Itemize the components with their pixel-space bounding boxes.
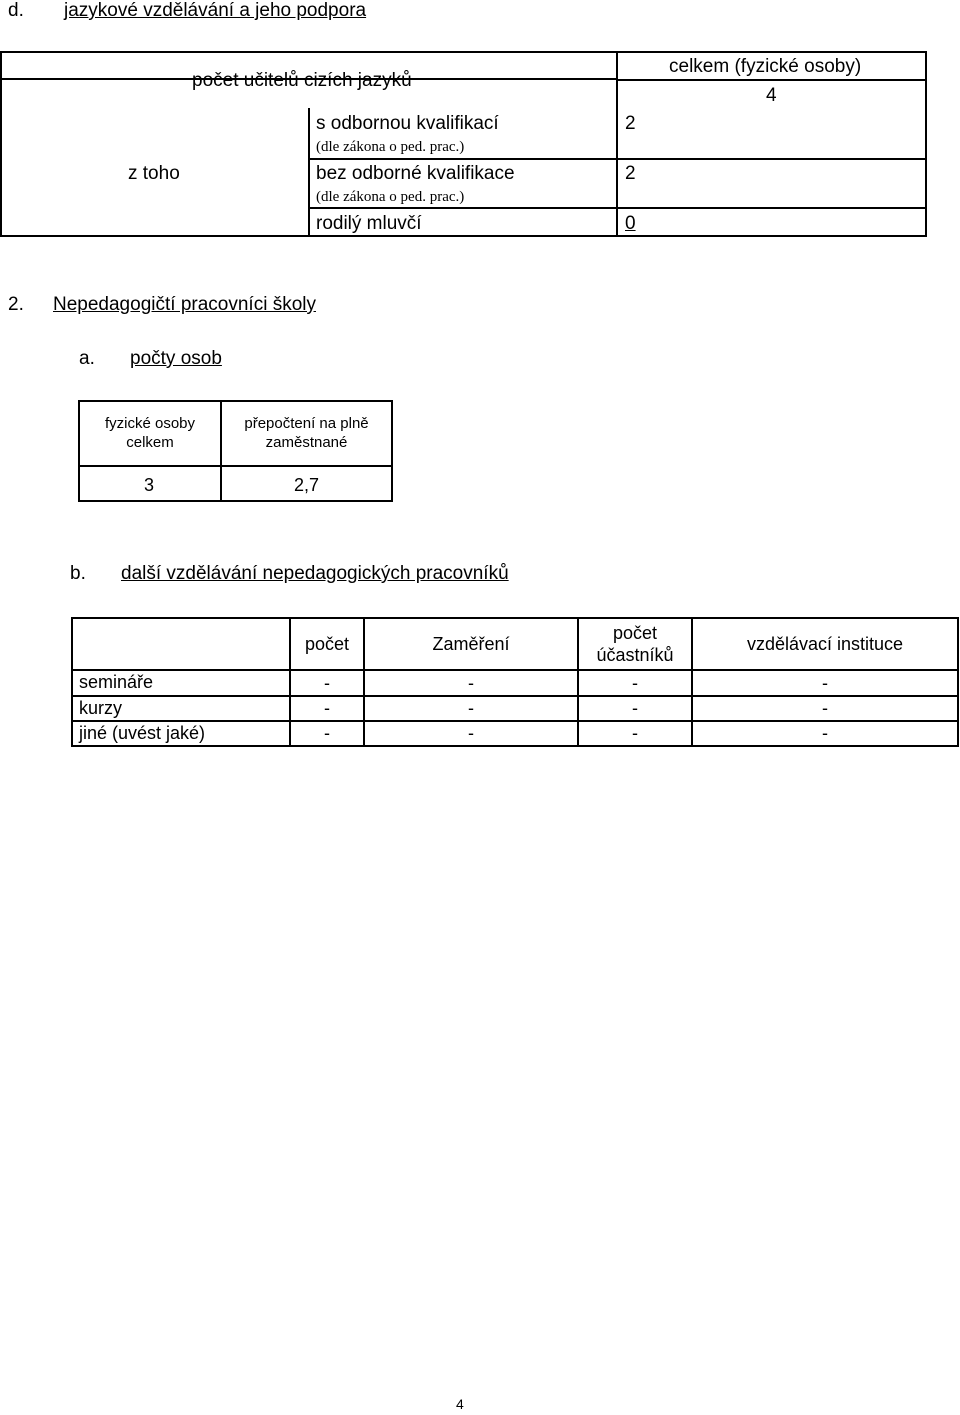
table1-row2-value: 2	[625, 163, 636, 184]
table1-row3-value: 0	[625, 213, 636, 234]
table1-row2-label: bez odborné kvalifikace	[316, 163, 515, 184]
table3-row2-c4: -	[822, 698, 828, 719]
table3-row1-label: semináře	[79, 672, 154, 693]
table3-row1-c3: -	[632, 672, 638, 693]
table3-header-zamereni: Zaměření	[432, 633, 510, 654]
table3-row3-c2: -	[468, 723, 474, 744]
section-d-letter: d.	[8, 0, 24, 21]
table3-header-pocet-ucastniku: počet účastníků	[596, 622, 674, 665]
section-d-title: jazykové vzdělávání a jeho podpora	[64, 0, 367, 21]
table2-col1-header: fyzické osoby celkem	[104, 414, 196, 451]
table1-row1-value: 2	[625, 113, 636, 134]
table3-row1-c2: -	[468, 672, 474, 693]
table1-total: 4	[766, 85, 777, 106]
subsection-a-letter: a.	[79, 348, 95, 369]
table1-row3-label: rodilý mluvčí	[316, 213, 422, 234]
table1-row1-note: (dle zákona o ped. prac.)	[316, 139, 465, 155]
table1-group-label: z toho	[128, 163, 180, 184]
table1-row1-label: s odbornou kvalifikací	[316, 113, 499, 134]
training-table	[71, 617, 959, 747]
subsection-a-title: počty osob	[130, 348, 222, 369]
staff-count-table	[78, 400, 393, 502]
table1-header-left: počet učitelů cizích jazyků	[192, 70, 412, 91]
table3-header-instituce: vzdělávací instituce	[746, 633, 904, 654]
page-number: 4	[456, 1396, 464, 1412]
subsection-b-letter: b.	[70, 563, 86, 584]
table1-row2-note: (dle zákona o ped. prac.)	[316, 189, 465, 205]
table3-row2-c1: -	[324, 698, 330, 719]
table3-row2-c2: -	[468, 698, 474, 719]
subsection-b-title: další vzdělávání nepedagogických pracovníků	[121, 563, 509, 584]
language-teachers-table	[0, 51, 927, 237]
table1-header-right: celkem (fyzické osoby)	[669, 56, 862, 77]
table3-row3-c3: -	[632, 723, 638, 744]
table2-col2-value: 2,7	[294, 475, 320, 495]
table3-row3-label: jiné (uvést jaké)	[79, 722, 206, 743]
section2-number: 2.	[8, 294, 24, 315]
table3-row3-c4: -	[822, 723, 828, 744]
table3-row2-label: kurzy	[79, 697, 123, 718]
table3-row2-c3: -	[632, 698, 638, 719]
table3-row1-c1: -	[324, 672, 330, 693]
table3-header-pocet: počet	[304, 633, 350, 654]
table3-row3-c1: -	[324, 723, 330, 744]
table3-row1-c4: -	[822, 672, 828, 693]
table2-col1-value: 3	[144, 475, 155, 495]
table2-col2-header: přepočtení na plně zaměstnané	[244, 414, 369, 451]
section2-title: Nepedagogičtí pracovníci školy	[53, 294, 316, 315]
